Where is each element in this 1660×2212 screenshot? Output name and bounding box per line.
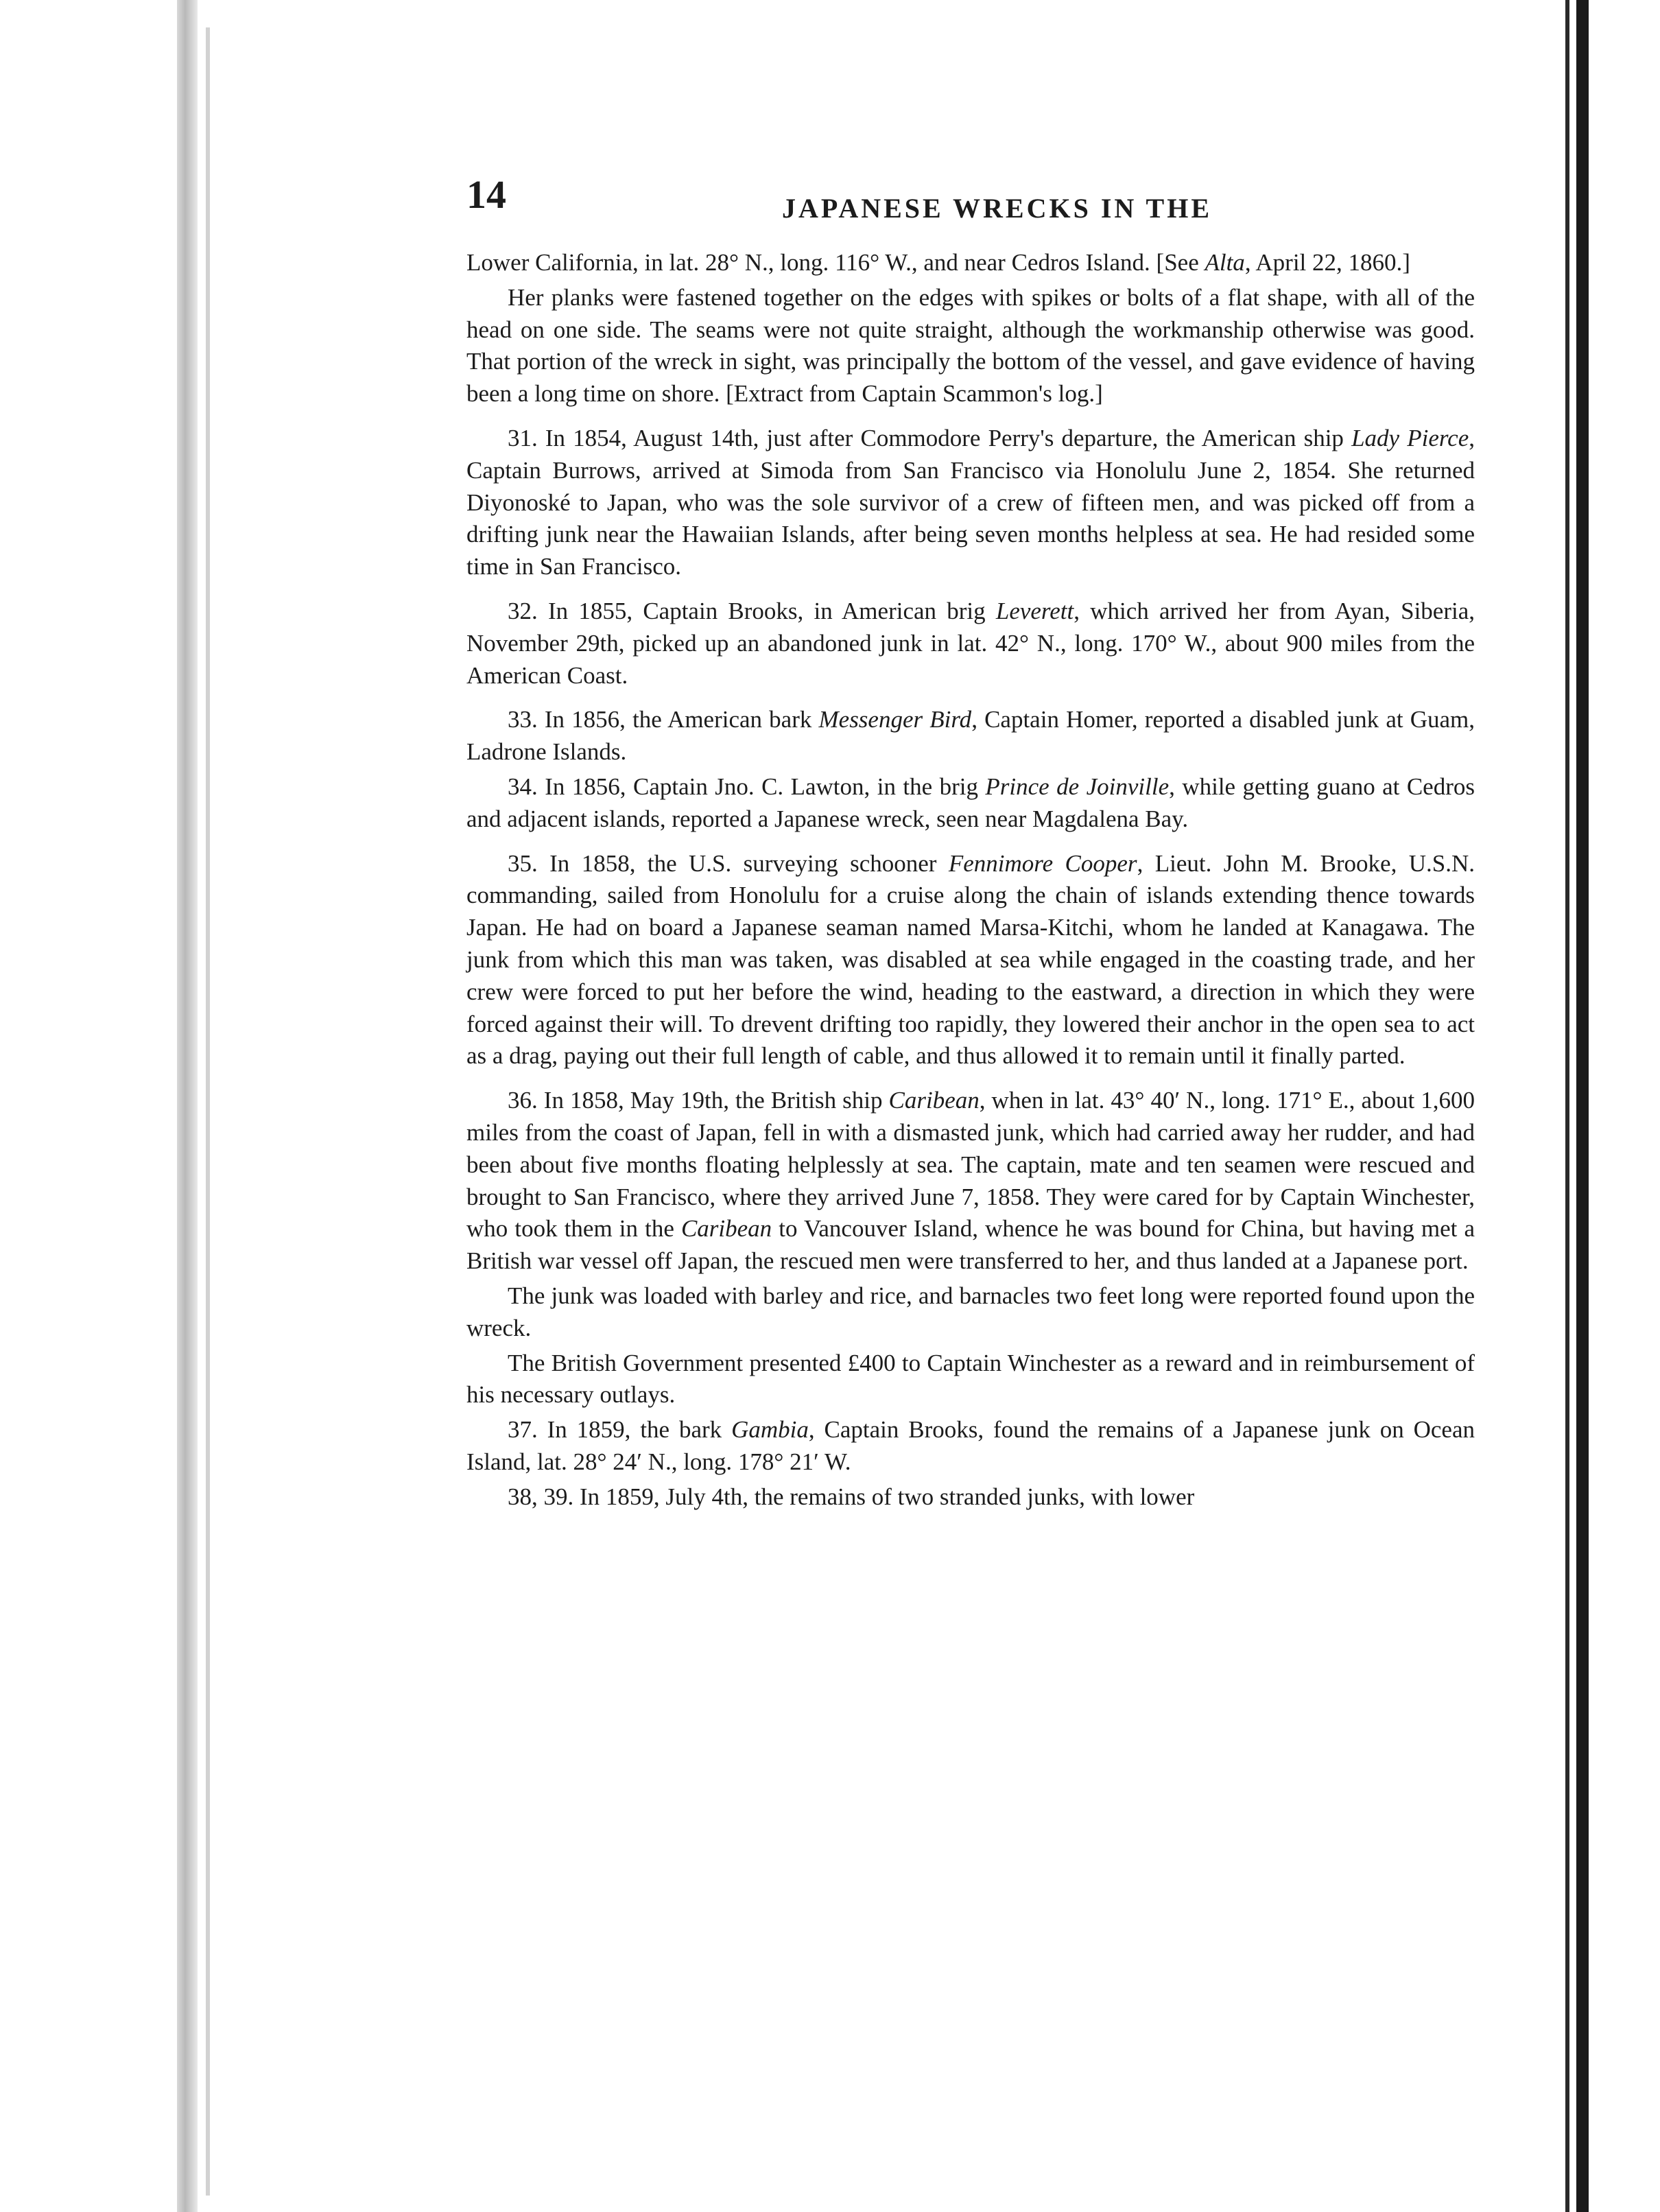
paragraph-continuation [466,247,1475,279]
text-run: The British Government presented £400 to Captain Winchester as a reward and in reimbursement of his necessary outlays. [466,1349,1475,1409]
italic-run: Alta [1205,249,1245,276]
text-run: 34. In 1856, Captain Jno. C. Lawton, in the brig [508,773,986,800]
text-run: The junk was loaded with barley and rice, and barnacles two feet long were reported found upon the wreck. [466,1282,1475,1341]
text-run: , Captain Homer, reported a disabled junk at Guam, Ladrone Islands. [466,706,1475,766]
italic-run: Fennimore Cooper [948,849,1137,877]
text-run: 32. In 1855, Captain Brooks, in American brig [508,597,996,624]
body-text [466,247,1475,1513]
italic-run: Leverett [995,597,1074,624]
text-run: , while getting guano at Cedros and adjacent islands, reported a Japanese wreck, seen near Magdalena Bay. [466,773,1475,832]
text-run: 33. In 1856, the American bark [508,706,819,733]
text-run: , Captain Burrows, arrived at Simoda from San Francisco via Honolulu June 2, 1854. She returned Diyonoské to Japan, who was the sole survivor of a crew of fifteen men, and was picked off from a drifting junk near the Hawaiian Islands, after being seven months helpless at sea. He had resided some time in San Francisco. [466,424,1475,580]
running-title: JAPANESE WRECKS IN THE [782,193,1213,224]
paragraph-british-reward [466,1348,1475,1412]
paragraph-entry-32 [466,596,1475,692]
text-run: to Vancouver Island, whence he was bound for China, but having met a British war vessel off Japan, the rescued men were transferred to her, and thus landed at a Japanese port. [466,1215,1475,1275]
text-run: 36. In 1858, May 19th, the British ship [508,1087,889,1114]
text-run: , which arrived her from Ayan, Siberia, November 29th, picked up an abandoned junk in lat. 42° N., long. 170° W., about 900 miles from the American Coast. [466,597,1475,689]
paragraph-planks [466,282,1475,410]
italic-run: Lady Pierce [1351,424,1469,451]
page-number: 14 [466,172,506,217]
text-run: , Lieut. John M. Brooke, U.S.N. commanding, sailed from Honolulu for a cruise along the chain of islands extending thence towards Japan. He had on board a Japanese seaman named Marsa-Kitchi, whom he landed at Kanagawa. The junk from which this man was taken, was disabled at sea while engaged in the coasting trade, and her crew were forced to put her before the wind, heading to the eastward, a direction in which they were forced against their will. To drevent drifting too rapidly, they lowered their anchor in the open sea to act as a drag, paying out their full length of cable, and thus allowed it to remain until it finally parted. [466,849,1475,1070]
text-run: , Captain Brooks, found the remains of a Japanese junk on Ocean Island, lat. 28° 24′ N., long. 178° 21′ W. [466,1416,1475,1475]
text-run: 38, 39. In 1859, July 4th, the remains of two stranded junks, with lower [508,1483,1195,1510]
text-run: 35. In 1858, the U.S. surveying schooner [508,849,949,877]
italic-run: Gambia [731,1416,809,1444]
scan-margin [1598,0,1660,2212]
text-run: Her planks were fastened together on the edges with spikes or bolts of a flat shape, with all of the head on one side. The seams were not quite straight, although the workmanship otherwise was good. That portion of the wreck in sight, was principally the bottom of the vessel, and gave evidence of having been a long time on shore. [Extract from Captain Scammon's log.] [466,283,1475,408]
paragraph-entry-33 [466,704,1475,768]
book-binding-shadow [177,0,198,2212]
running-head [466,172,1475,247]
paragraph-entry-35 [466,848,1475,1073]
text-run: 37. In 1859, the bark [508,1416,732,1444]
paragraph-entry-37 [466,1414,1475,1479]
text-run: 31. In 1854, August 14th, just after Commodore Perry's departure, the American ship [508,424,1352,451]
text-run: , when in lat. 43° 40′ N., long. 171° E., about 1,600 miles from the coast of Japan, fell in with a dismasted junk, which had carried away her rudder, and had been about five months floating helplessly at sea. The captain, mate and ten seamen were rescued and brought to San Francisco, where they arrived June 7, 1858. They were cared for by Captain Winchester, who took them in the [466,1087,1475,1243]
page-stack-edge [206,27,210,2196]
paragraph-entry-38-39 [466,1481,1475,1514]
text-run: , April 22, 1860.] [1244,249,1410,276]
italic-run: Caribean [680,1215,772,1243]
paragraph-entry-31 [466,423,1475,583]
paragraph-junk-cargo [466,1280,1475,1345]
book-page [466,172,1475,1513]
paragraph-entry-36 [466,1085,1475,1278]
italic-run: Prince de Joinville [985,773,1170,800]
text-run: Lower California, in lat. 28° N., long. 116° W., and near Cedros Island. [See [466,249,1205,276]
scan-edge-line [1565,0,1569,2212]
italic-run: Messenger Bird [818,706,972,733]
scan-edge-border [1576,0,1589,2212]
paragraph-entry-34 [466,771,1475,836]
italic-run: Caribean [888,1087,980,1114]
